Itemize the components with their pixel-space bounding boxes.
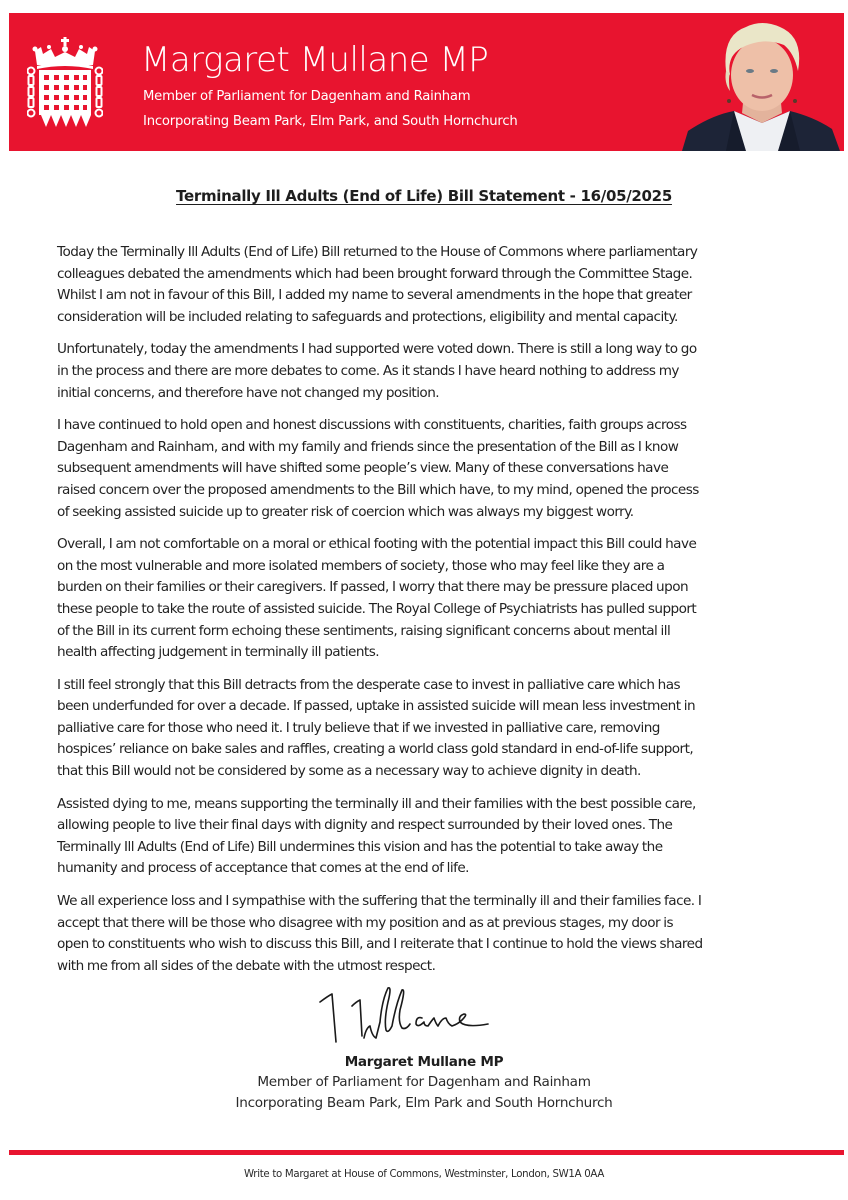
text-line: subsequent amendments will have shifted some people’s view. Many of these conversations have (57, 460, 669, 477)
text-line: Terminally Ill Adults (End of Life) Bill undermines this vision and has the potential to take away the (57, 838, 663, 855)
text-line: burden on their families or their caregivers. If passed, I worry that there may be pressure placed upon (57, 579, 689, 596)
text-line: of the Bill in its current form echoing these sentiments, raising significant concerns about mental ill (57, 622, 671, 639)
statement-body (57, 242, 817, 988)
text-line: health affecting judgement in terminally ill patients. (57, 644, 380, 661)
text-line: initial concerns, and therefore have not changed my position. (57, 384, 440, 401)
paragraph (57, 794, 817, 880)
text-line: allowing people to live their final days with dignity and respect surrounded by their loved ones. The (57, 817, 673, 834)
mp-name-heading: Margaret Mullane MP (141, 40, 489, 80)
footer-divider (9, 1150, 844, 1155)
signoff-incorporating: Incorporating Beam Park, Elm Park and South Hornchurch (235, 1095, 613, 1111)
text-line: of seeking assisted suicide up to greater risk of coercion which was always my biggest worry. (57, 503, 634, 520)
text-line: Overall, I am not comfortable on a moral or ethical footing with the potential impact this Bill could have (57, 536, 697, 553)
text-line: open to constituents who wish to discuss this Bill, and I reiterate that I continue to hold the views shared (57, 936, 703, 953)
text-line: palliative care for those who need it. I truly believe that if we invested in palliative care, removing (57, 719, 660, 736)
text-line: these people to take the route of assisted suicide. The Royal College of Psychiatrists has pulled support (57, 600, 697, 617)
text-line: colleagues debated the amendments which had been brought forward through the Committee Stage. (57, 265, 693, 282)
text-line: hospices’ reliance on bake sales and raffles, creating a world class gold standard in end-of-life support, (57, 741, 694, 758)
text-line: accept that there will be those who disagree with my position and as at previous stages, my door is (57, 914, 674, 931)
text-line: humanity and process of acceptance that comes at the end of life. (57, 860, 469, 877)
text-line: on the most vulnerable and more isolated members of society, those who may feel like they are a (57, 557, 665, 574)
paragraph (57, 534, 817, 664)
signoff-constituency: Member of Parliament for Dagenham and Rainham (257, 1074, 591, 1090)
portrait-photo (682, 13, 844, 151)
text-line: Unfortunately, today the amendments I had supported were voted down. There is still a long way to go (57, 341, 697, 358)
paragraph (57, 891, 817, 977)
text-line: Today the Terminally Ill Adults (End of Life) Bill returned to the House of Commons where parliamentary (57, 244, 698, 260)
handwritten-signature (318, 980, 508, 1050)
text-line: Assisted dying to me, means supporting the terminally ill and their families with the best possible care, (57, 795, 696, 812)
paragraph (57, 242, 817, 328)
text-line: in the process and there are more debates to come. As it stands I have heard nothing to address my (57, 362, 679, 379)
document-title: Terminally Ill Adults (End of Life) Bill Statement - 16/05/2025 (176, 187, 672, 205)
text-line: with me from all sides of the debate with the utmost respect. (57, 957, 436, 974)
footer-address: Write to Margaret at House of Commons, Westminster, London, SW1A 0AA (243, 1169, 605, 1180)
text-line: that this Bill would not be considered by some as a necessary way to achieve dignity in death. (57, 763, 641, 780)
text-line: been underfunded for over a decade. If passed, uptake in assisted suicide will mean less investment in (57, 698, 696, 715)
paragraph (57, 415, 817, 523)
text-line: I still feel strongly that this Bill detracts from the desperate case to invest in palliative care which has (57, 676, 681, 693)
text-line: Dagenham and Rainham, and with my family and friends since the presentation of the Bill as I know (57, 438, 679, 455)
paragraph (57, 339, 817, 404)
signoff-block (0, 1052, 848, 1114)
text-line: raised concern over the proposed amendments to the Bill which have, to my mind, opened the process (57, 481, 699, 498)
portcullis-icon (27, 37, 103, 129)
incorporating-subtitle: Incorporating Beam Park, Elm Park, and South Hornchurch (143, 114, 518, 129)
text-line: Whilst I am not in favour of this Bill, I added my name to several amendments in the hope that greater (57, 287, 692, 304)
text-line: I have continued to hold open and honest discussions with constituents, charities, faith groups across (57, 417, 687, 434)
constituency-subtitle: Member of Parliament for Dagenham and Rainham (143, 89, 471, 104)
text-line: consideration will be included relating to safeguards and protections, eligibility and mental capacity. (57, 308, 678, 325)
text-line: We all experience loss and I sympathise with the suffering that the terminally ill and their families face. I (57, 893, 702, 910)
paragraph (57, 675, 817, 783)
signoff-name: Margaret Mullane MP (344, 1054, 504, 1070)
